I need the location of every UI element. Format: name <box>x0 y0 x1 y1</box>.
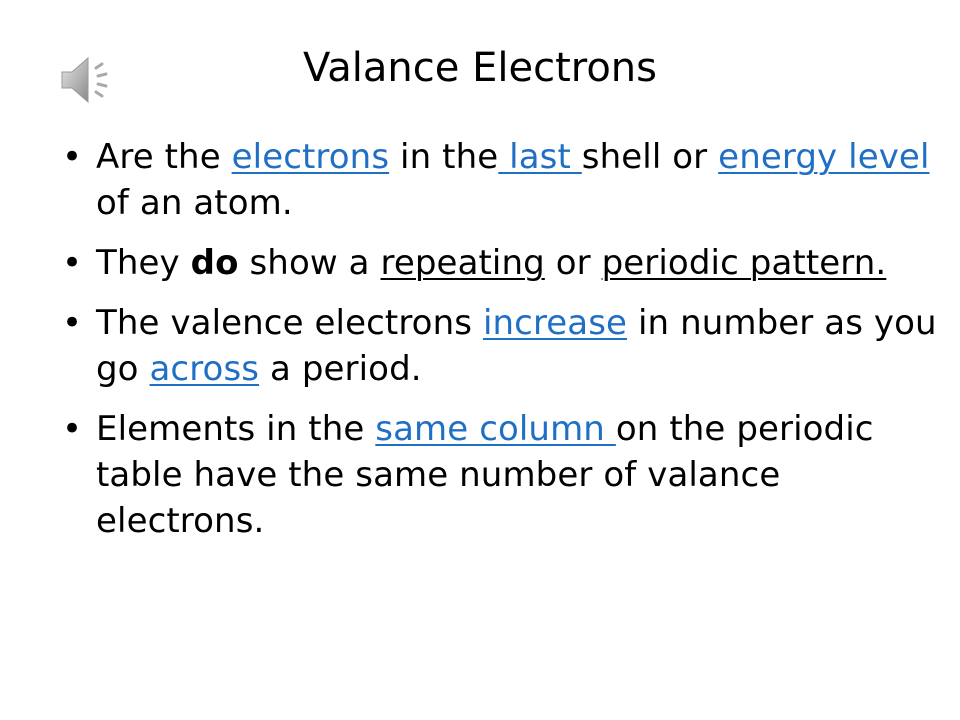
underlined-text: repeating <box>380 243 545 283</box>
text-segment: Elements in the <box>96 409 376 449</box>
bullet-text <box>96 240 938 286</box>
bullet-dot: • <box>62 409 83 449</box>
link-same-column[interactable]: same column <box>375 409 616 449</box>
text-segment: a period. <box>259 349 422 389</box>
text-segment: on the periodic table have the same number of valance electrons. <box>96 409 874 541</box>
bullet-item <box>58 406 938 544</box>
bullet-text <box>96 406 938 544</box>
bullet-item <box>58 300 938 392</box>
text-segment: or <box>544 243 602 283</box>
text-segment: They <box>96 243 191 283</box>
text-segment: shell or <box>581 137 719 177</box>
bullet-dot: • <box>62 243 83 283</box>
text-segment: show a <box>238 243 381 283</box>
text-segment: Are the <box>96 137 232 177</box>
underlined-text: periodic pattern. <box>601 243 887 283</box>
slide-title: Valance Electrons <box>303 45 657 91</box>
text-segment: in the <box>389 137 499 177</box>
bullet-item <box>58 240 938 286</box>
bullet-item <box>58 134 938 226</box>
bullet-dot: • <box>62 303 83 343</box>
bullet-dot: • <box>62 137 83 177</box>
text-segment: in number as you go <box>96 303 937 389</box>
bold-text: do <box>190 243 239 283</box>
link-increase[interactable]: increase <box>482 303 628 343</box>
text-segment: The valence electrons <box>96 303 483 343</box>
text-segment: of an atom. <box>96 183 293 223</box>
link-across[interactable]: across <box>149 349 260 389</box>
link-energy-level[interactable]: energy level <box>718 137 930 177</box>
link-last[interactable]: last <box>498 137 582 177</box>
bullet-text <box>96 300 938 392</box>
link-electrons[interactable]: electrons <box>231 137 390 177</box>
bullet-list <box>58 134 938 558</box>
bullet-text <box>96 134 938 226</box>
